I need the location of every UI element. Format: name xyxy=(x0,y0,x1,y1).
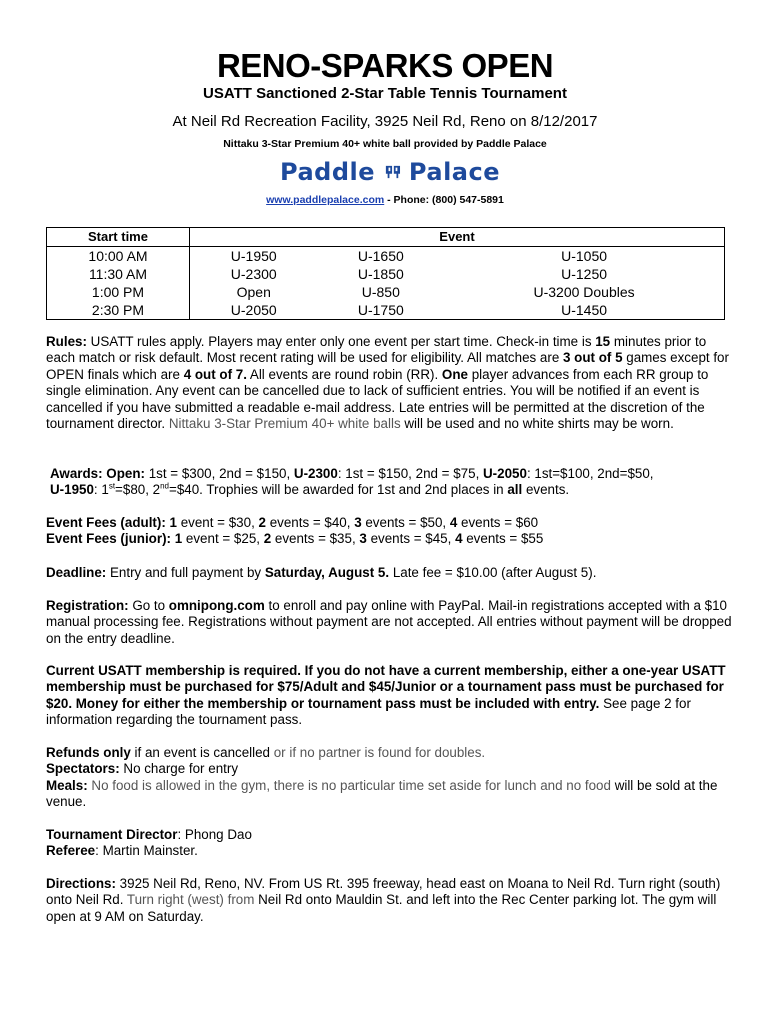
website-link[interactable]: www.paddlepalace.com xyxy=(266,194,385,206)
schedule-table xyxy=(46,227,725,320)
event-cell: U-2300 xyxy=(190,265,318,283)
awards-text: : 1st = $150, 2nd = $75, xyxy=(337,466,484,481)
registration-text: Go to xyxy=(128,598,169,613)
ball-sponsor-note: Nittaku 3-Star Premium 40+ white ball provided by Paddle Palace xyxy=(223,138,547,150)
start-time-cell: 2:30 PM xyxy=(47,301,190,320)
fee-count: 1 xyxy=(169,515,177,530)
awards-label: Awards: Open: xyxy=(50,466,145,481)
directions-label: Directions: xyxy=(46,876,116,891)
contact-line xyxy=(0,193,770,207)
table-row xyxy=(47,247,725,266)
awards-text: events. xyxy=(522,482,570,498)
rules-text: will be used and no white shirts may be worn. xyxy=(400,416,674,432)
event-cell: U-1450 xyxy=(444,301,724,320)
directions-text: Turn right (west) from xyxy=(123,892,255,908)
paddle-palace-logo-icon xyxy=(385,156,401,188)
directions-text: Neil Rd onto Mauldin St. and left into the Rec Center parking lot. The gym will open at 9 AM on Saturday. xyxy=(46,892,717,924)
awards-text: =$40. Trophies will be awarded for 1st and 2nd places in xyxy=(169,482,508,498)
referee-label: Referee xyxy=(46,843,96,859)
fee-text: events = $40, xyxy=(265,515,355,530)
rules-bold: 4 out of 7. xyxy=(183,366,247,382)
event-cell: U-1250 xyxy=(444,265,724,283)
fee-text: event = $30, xyxy=(176,515,259,530)
fee-count: 2 xyxy=(258,515,266,530)
start-time-cell: 10:00 AM xyxy=(47,247,190,266)
fee-text: events = $60 xyxy=(457,515,539,530)
paddle-palace-logo xyxy=(280,155,500,189)
logo-word-paddle: Paddle xyxy=(280,158,376,186)
rules-text: player advances from each RR group to single elimination. Any event can be cancelled due to lack of sufficient entries. You will be notified if an event is cancelled if you have submitted a readable e-mail address. Late entries will be permitted at the discretion of the tournament director. xyxy=(46,366,709,432)
membership-requirement: Current USATT membership is required. If you do not have a current membership, either a one-year USATT membership must be purchased for $75/Adult and $45/Junior or a tournament pass must be purchased for $20. Money for either the membership or tournament pass must be included with entry. xyxy=(46,663,726,711)
awards-bold: U-2050 xyxy=(483,466,527,481)
table-row xyxy=(47,301,725,320)
directions-text: 3925 Neil Rd, Reno, NV. From US Rt. 395 freeway, head east on Moana to Neil Rd. Turn right (south) onto Neil Rd. xyxy=(46,876,721,908)
spectators-text: No charge for entry xyxy=(119,761,239,777)
fee-count: 3 xyxy=(354,515,362,530)
referee-name: : Martin Mainster. xyxy=(95,843,198,859)
awards-bold: U-2300 xyxy=(293,466,338,481)
deadline-text: Entry and full payment by xyxy=(106,565,265,580)
header-start-time: Start time xyxy=(47,228,190,247)
awards-sup: nd xyxy=(160,481,170,491)
fee-count: 3 xyxy=(359,531,367,547)
rules-paragraph xyxy=(46,334,736,432)
table-row xyxy=(47,265,725,283)
spectators-label: Spectators: xyxy=(46,761,120,777)
rules-text: minutes prior to each match or risk default. Most recent rating will be used for eligibility. All matches are xyxy=(46,334,707,366)
logo-word-palace: Palace xyxy=(408,158,500,186)
event-cell: U-850 xyxy=(361,284,400,300)
deadline-date: Saturday, August 5. xyxy=(264,565,390,580)
event-cell: U-1650 xyxy=(357,248,404,264)
deadline-text: Late fee = $10.00 (after August 5). xyxy=(389,565,597,580)
fee-count: 4 xyxy=(455,531,463,547)
fees-adult-label: Event Fees (adult): xyxy=(46,515,166,530)
registration-text: to enroll and pay online with PayPal. Mail-in registrations accepted with a $10 manual processing fee. Registrations without payment are not accepted. All entries without payment will be dropped on the entry deadline. xyxy=(46,598,732,646)
tournament-subtitle: USATT Sanctioned 2-Star Table Tennis Tournament xyxy=(203,85,567,102)
start-time-cell: 1:00 PM xyxy=(47,283,190,301)
fee-text: events = $55 xyxy=(462,531,544,547)
membership-note: See page 2 for information regarding the tournament pass. xyxy=(46,695,691,728)
fee-count: 1 xyxy=(174,531,183,547)
awards-text: : 1 xyxy=(93,482,109,498)
awards-paragraph xyxy=(50,466,740,499)
schedule-header-row xyxy=(47,228,725,247)
event-cell: U-2050 xyxy=(190,301,318,320)
fees-paragraph xyxy=(46,515,736,548)
refunds-text: if an event is cancelled xyxy=(130,745,271,760)
meals-text: will be sold at the venue. xyxy=(46,777,718,810)
awards-bold: all xyxy=(507,482,523,498)
awards-text: =$80, 2 xyxy=(115,482,161,498)
rules-text: All events are round robin (RR). xyxy=(246,366,442,382)
deadline-label: Deadline: xyxy=(46,565,107,580)
rules-bold: One xyxy=(441,366,468,382)
awards-bold: U-1950 xyxy=(50,482,94,498)
rules-label: Rules: xyxy=(46,334,87,349)
officials-paragraph xyxy=(46,827,736,860)
venue-line: At Neil Rd Recreation Facility, 3925 Neil Rd, Reno on 8/12/2017 xyxy=(172,113,598,130)
event-cell: U-1850 xyxy=(357,266,404,282)
fees-junior-label: Event Fees (junior): xyxy=(46,531,171,547)
fee-count: 4 xyxy=(449,515,458,530)
fee-count: 2 xyxy=(263,531,272,547)
registration-label: Registration: xyxy=(46,598,129,613)
event-cell: U-1750 xyxy=(318,301,445,320)
event-cell: U-3200 Doubles xyxy=(444,283,724,301)
meals-text: No food is allowed in the gym, there is no particular time set aside for lunch and no food xyxy=(87,777,611,793)
event-cell: U-1950 xyxy=(190,247,318,266)
header-event: Event xyxy=(190,228,725,247)
refunds-text: or if no partner is found for doubles. xyxy=(270,745,486,760)
meals-label: Meals: xyxy=(46,777,88,793)
rules-bold: 15 xyxy=(595,334,611,349)
phone-text: - Phone: (800) 547-5891 xyxy=(384,194,504,206)
directions-paragraph xyxy=(46,876,736,925)
director-name: : Phong Dao xyxy=(177,827,252,842)
page-title: RENO-SPARKS OPEN xyxy=(216,47,554,84)
refunds-label: Refunds only xyxy=(46,745,131,760)
deadline-paragraph xyxy=(46,565,736,581)
fee-text: events = $35, xyxy=(271,531,360,547)
rules-ball-note: Nittaku 3-Star Premium 40+ white balls xyxy=(168,416,401,432)
membership-paragraph xyxy=(46,663,736,729)
event-cell: Open xyxy=(190,283,318,301)
misc-paragraph xyxy=(46,745,736,811)
fee-text: events = $50, xyxy=(361,515,450,530)
rules-text: games except for OPEN finals which are xyxy=(46,350,729,382)
table-row xyxy=(47,283,725,301)
fee-text: event = $25, xyxy=(182,531,264,547)
start-time-cell: 11:30 AM xyxy=(47,265,190,283)
director-label: Tournament Director xyxy=(46,827,178,842)
event-cell: U-1050 xyxy=(444,247,724,266)
registration-site: omnipong.com xyxy=(168,598,265,613)
awards-text: : 1st=$100, 2nd=$50, xyxy=(526,466,654,481)
rules-bold: 3 out of 5 xyxy=(563,350,623,366)
awards-text: 1st = $300, 2nd = $150, xyxy=(145,466,294,481)
awards-sup: st xyxy=(108,481,116,491)
registration-paragraph xyxy=(46,598,736,647)
rules-text: USATT rules apply. Players may enter only one event per start time. Check-in time is xyxy=(86,334,596,349)
fee-text: events = $45, xyxy=(366,531,456,547)
